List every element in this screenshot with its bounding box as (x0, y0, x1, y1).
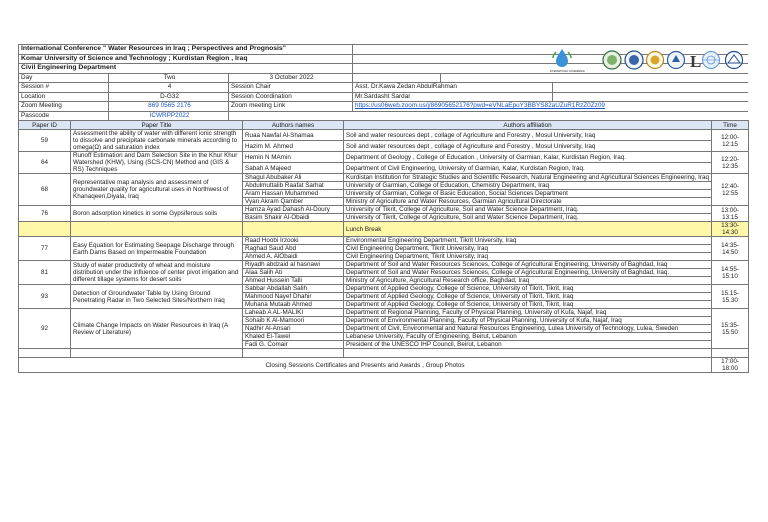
paper-id: 92 (19, 309, 71, 349)
author-affiliation: Environmental Engineering Department, Tikrit University, Iraq (344, 237, 712, 245)
author-name: Fadi G. Comair (243, 341, 344, 349)
author-name: Ahmed A. AlObaidi (243, 253, 344, 261)
lunch-break-label: Lunch Break (344, 222, 712, 237)
paper-row (19, 152, 749, 163)
university-seal-1 (603, 51, 621, 69)
author-name: Sohaib K Al-Mamoori (243, 317, 344, 325)
lunch-break-time: 13:30-14:30 (712, 222, 749, 237)
author-name: Muhana Mutaab Ahmed (243, 301, 344, 309)
conference-title: International Conference " Water Resources in Iraq ; Perspectives and Prognosis" (19, 45, 353, 54)
university-seal-4 (668, 52, 685, 69)
paper-time: 15:35-15:50 (712, 309, 749, 349)
closing-time: 17:00-18:00 (712, 358, 749, 373)
author-affiliation: Soil and water resources dept , collage of Agriculture and Forestry , Mosul University, Iraq (344, 130, 712, 141)
paper-id: 81 (19, 261, 71, 285)
author-affiliation: Ministry of Agriculture and Water Resources, Garmian Agricultural Directorate (344, 198, 712, 206)
author-affiliation: Soil and water resources dept , collage of Agriculture and Forestry , Mosul University, Iraq (344, 141, 712, 152)
author-name: Shagul Abubaker Ali (243, 174, 344, 182)
paper-time: 14:35-14:50 (712, 237, 749, 261)
day-label: Day (19, 74, 109, 83)
paper-title: Representative map analysis and assessment of groundwater quality for agricultural uses in Northwest of Khanaqeen,Diyala, Iraq (71, 174, 243, 206)
paper-row (19, 206, 749, 214)
author-name: Sabbar Abdallah Salih (243, 285, 344, 293)
author-affiliation: Department of Civil, Environmental and Natural Resources Engineering, Lulea University of Technology, Lulea, Sweden (344, 325, 712, 333)
paper-time: 12:00-12:15 (712, 130, 749, 152)
author-name: Hamza Ayad Dahash Al-Doury (243, 206, 344, 214)
spacer-cell (71, 349, 243, 358)
lunch-blank (71, 222, 243, 237)
zoom-link[interactable]: https://us06web.zoom.us/j/86905652176?pwd=eVNLaEpuY3BBYS82aUZuR1RzZ0Zz09 (353, 102, 748, 111)
author-affiliation: Civil Engineering Department, Tikrit University, Iraq (344, 245, 712, 253)
passcode-value: ICWRPP2022 (109, 112, 229, 121)
author-name: Basim Shakir Al-Obaidi (243, 214, 344, 222)
col-authors-names: Authors names (243, 121, 344, 130)
lunch-blank (243, 222, 344, 237)
session-value: 4 (109, 83, 229, 92)
col-authors-affiliation: Authors affiliation (344, 121, 712, 130)
author-name: Raghad Saud Abd (243, 245, 344, 253)
paper-id: 76 (19, 206, 71, 222)
author-affiliation: Department of Soil and Water Resources Sciences, College of Agricultural Engineering, University of Baghdad, Iraq. (344, 269, 712, 277)
zoom-meeting-id: 869 0565 2176 (109, 102, 229, 111)
paper-id: 77 (19, 237, 71, 261)
author-name: Nadhir Al-Ansari (243, 325, 344, 333)
author-affiliation: Department of Geology , College of Education , University of Garmian, Kalar, Kurdistan Region, Iraq. (344, 152, 712, 163)
paper-time: 14:55-15:10 (712, 261, 749, 285)
author-name: Ahmed Hussein Talli (243, 277, 344, 285)
un-logo (703, 52, 720, 69)
author-name: Ruaa Nawfal Al-Shamaa (243, 130, 344, 141)
author-affiliation: University of Garmian, College of Basic Education, Social Sciences Department (344, 190, 712, 198)
paper-row (19, 309, 749, 317)
paper-row (19, 261, 749, 269)
paper-id: 59 (19, 130, 71, 152)
author-affiliation: Ministry of Agriculture, Agricultural Research office, Baghdad, Iraq (344, 277, 712, 285)
location-value: D-G32 (109, 93, 229, 102)
spacer-cell (344, 349, 712, 358)
author-affiliation: Kurdistan Institution for Strategic Studies and Scientific Research, Natural Engineering and Agricultural Sciences Engineering, Iraq (344, 174, 712, 182)
author-name: Abdulmuttalib Raafat Sarhat (243, 182, 344, 190)
zoom-row (18, 102, 748, 112)
day-value: Two (109, 74, 229, 83)
author-name: Aram Hassan Muhammed (243, 190, 344, 198)
paper-row (19, 237, 749, 245)
svg-text:L: L (690, 52, 702, 71)
spacer-row (19, 349, 749, 358)
l-logo (690, 52, 701, 71)
schedule-header-row (19, 121, 749, 130)
closing-row (19, 358, 749, 373)
col-paper-id: Paper ID (19, 121, 71, 130)
author-name: Mahmood Nayef Dhahir (243, 293, 344, 301)
session-chair-label: Session Chair (229, 83, 353, 92)
session-label: Session # (19, 83, 109, 92)
paper-title: Runoff Estimation and Dam Selection Site in the Khur Khur Watershed (KHW), Using (SCS-CN) Method and (GIS & RS) Techniques (71, 152, 243, 174)
paper-time: 12:20-12:35 (712, 152, 749, 174)
university-name: Komar University of Science and Technology ; Kurdistan Region , Iraq (19, 55, 353, 64)
author-name: Hazim M. Ahmed (243, 141, 344, 152)
author-name: Sabah A Majeed (243, 163, 344, 174)
zoom-meeting-label: Zoom Meeting (19, 102, 109, 111)
paper-id: 64 (19, 152, 71, 174)
author-affiliation: Department of Environmental Planning, Faculty of Physical Planning, University of Kufa, Najaf, Iraq (344, 317, 712, 325)
department-name: Civil Engineering Department (19, 64, 353, 73)
location-label: Location (19, 93, 109, 102)
author-affiliation: Department of Regional Planning, Faculty of Physical Planning, University of Kufa, Najaf, Iraq (344, 309, 712, 317)
author-name: Riyadh abdzaid al hasnawi (243, 261, 344, 269)
paper-title: Study of water productivity of wheat and moisture distribution under the influence of center pivot irrigation and different tillage systems for desert soils (71, 261, 243, 285)
session-coordination-label: Session Coordination (229, 93, 353, 102)
paper-title: Easy Equation for Estimating Seepage Discharge through Earth Dams Based on Impermeable Foundation (71, 237, 243, 261)
col-time: Time (712, 121, 749, 130)
paper-title: Assessment the ability of water with different ionic strength to dissolve and precipitate carbonate minerals according to omega(Ω) and saturation index (71, 130, 243, 152)
university-seal-3 (647, 52, 664, 69)
spacer-cell (712, 349, 749, 358)
author-affiliation: University of Tikrit, College of Agriculture, Soil and Water Science Department, Iraq. (344, 214, 712, 222)
unesco-logo (726, 52, 743, 69)
author-affiliation: Lebanese University, Faculty of Engineering, Beirut, Lebanon (344, 333, 712, 341)
lunch-break-row (19, 222, 749, 237)
paper-row (19, 285, 749, 293)
author-name: Raad Hoobi Irzooki (243, 237, 344, 245)
author-affiliation: University of Tikrit, College of Agriculture, Soil and Water Science Department, Iraq. (344, 206, 712, 214)
paper-title: Detection of Groundwater Table by Using Ground Penetrating Radar in Two Selected Sites/Northern Iraq (71, 285, 243, 309)
paper-row (19, 130, 749, 141)
author-affiliation: University of Garmian, College of Education, Chemistry Department, Iraq (344, 182, 712, 190)
paper-id: 68 (19, 174, 71, 206)
location-row (18, 93, 748, 103)
svg-text:INTERNATIONAL CONFERENCE: INTERNATIONAL CONFERENCE (550, 71, 585, 73)
author-affiliation: Department of Applied Geology, College of Science, University of Tikrit, Tikrit, Iraq (344, 293, 712, 301)
author-affiliation: Department of Applied Geology, College of Science, University of Tikrit, Tikrit, Iraq (344, 285, 712, 293)
paper-id: 93 (19, 285, 71, 309)
author-name: Vyan Akram Qamber (243, 198, 344, 206)
author-name: Laheab A AL-MALIKI (243, 309, 344, 317)
closing-label: Closing Sessions Certificates and Presents and Awards , Group Photos (19, 358, 712, 373)
author-name: Alaa Salih Ati (243, 269, 344, 277)
author-name: Hemin N MAmin (243, 152, 344, 163)
paper-time: 12:40-12:55 (712, 174, 749, 206)
session-coordination-value: Mr.Sardasht Sardar (353, 93, 553, 102)
author-affiliation: Department of Applied Geology, College of Science, University of Tikrit, Tikrit, Iraq (344, 301, 712, 309)
schedule-table (18, 120, 749, 373)
author-affiliation: Civil Engineering Department, Tikrit University, Iraq (344, 253, 712, 261)
author-affiliation: President of the UNESCO IHP Council, Beirut, Lebanon (344, 341, 712, 349)
paper-title: Climate Change Impacts on Water Resources in Iraq (A Review of Literature) (71, 309, 243, 349)
spacer-cell (19, 349, 71, 358)
author-affiliation: Department of Civil Engineering, University of Garmian, Kalar, Kurdistan Region, Iraq. (344, 163, 712, 174)
spacer-cell (243, 349, 344, 358)
paper-row (19, 174, 749, 182)
paper-title: Boron adsorption kinetics in some Gypsiferous soils (71, 206, 243, 222)
paper-time: 15.15-15.30 (712, 285, 749, 309)
zoom-link-label: Zoom meeting Link (229, 102, 353, 111)
paper-time: 13:00-13:15 (712, 206, 749, 222)
lunch-blank (19, 222, 71, 237)
day-row (18, 74, 748, 84)
author-affiliation: Department of Soil and Water Resources Sciences, College of Agricultural Engineering, University of Baghdad, Iraq (344, 261, 712, 269)
col-paper-title: Paper Title (71, 121, 243, 130)
logo-strip (548, 46, 748, 74)
conference-logo (550, 49, 585, 73)
session-date: 3 October 2022 (229, 74, 353, 83)
author-name: Khaled El-Tawel (243, 333, 344, 341)
session-chair-value: Asst. Dr.Kawa Zedan AbdulRahman (353, 83, 553, 92)
passcode-label: Passcode (19, 112, 109, 121)
university-seal-2 (625, 51, 643, 69)
session-row (18, 83, 748, 93)
